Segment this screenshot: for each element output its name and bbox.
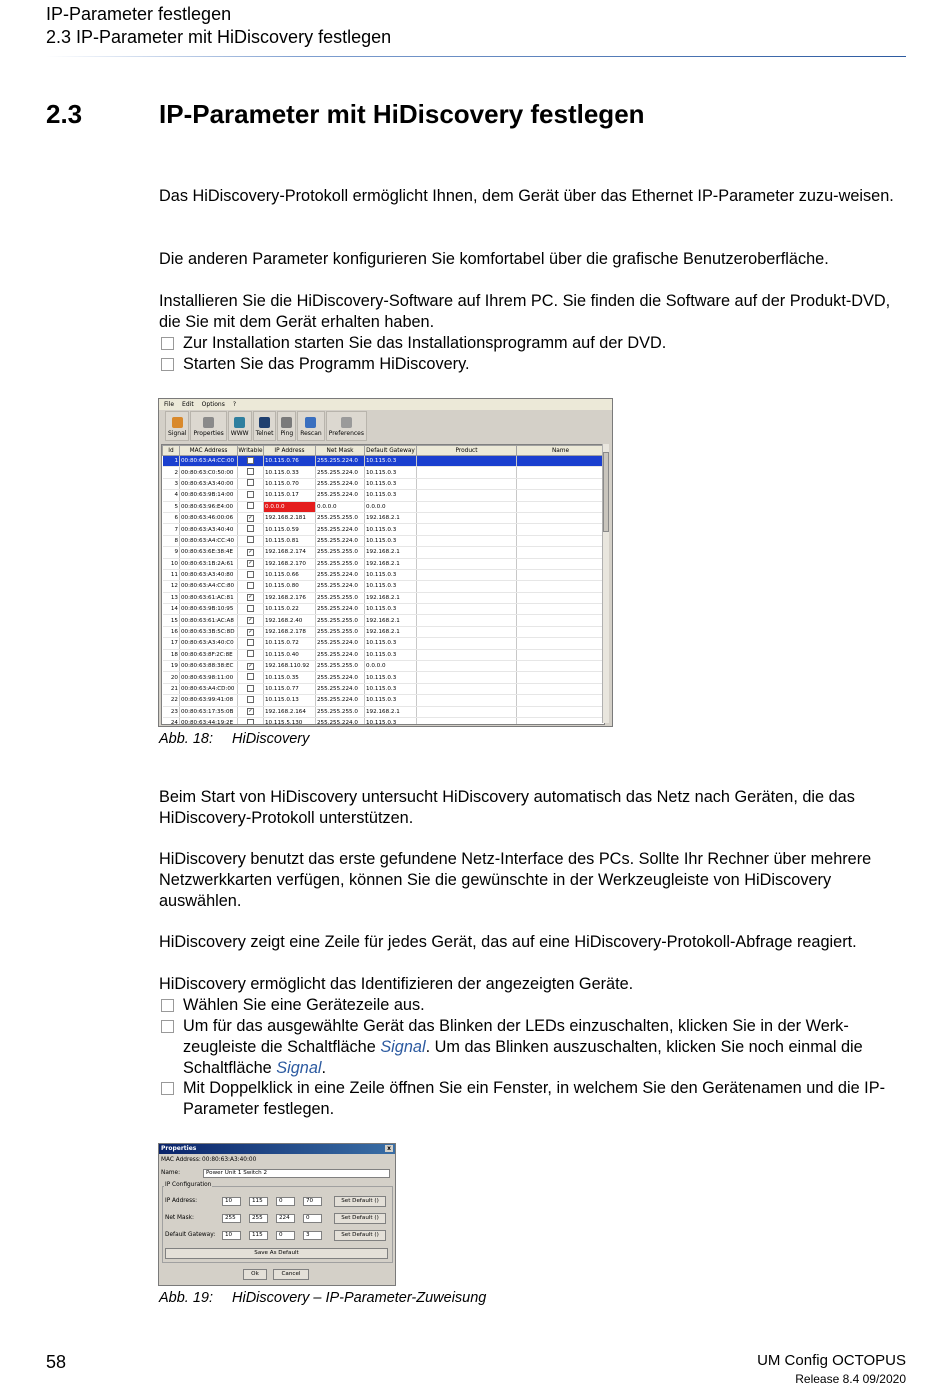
mask-octet-field[interactable]: 255 — [249, 1214, 268, 1223]
writable-checkbox[interactable] — [247, 479, 254, 486]
paragraph: HiDiscovery zeigt eine Zeile für jedes Gerät, das auf eine HiDiscovery-Protokoll-Abfrage reagiert. — [159, 933, 857, 951]
ip-octet-field[interactable]: 115 — [249, 1197, 268, 1206]
telnet-icon — [259, 417, 270, 428]
table-row[interactable]: 1 00:80:63:A4:CC:00 10.115.0.76 255.255.224.0 10.115.0.3 — [163, 456, 605, 467]
signal-icon — [172, 417, 183, 428]
writable-checkbox[interactable] — [247, 536, 254, 543]
writable-checkbox[interactable]: ✓ — [248, 548, 253, 555]
writable-checkbox[interactable] — [247, 468, 254, 475]
menu-item[interactable]: Options — [201, 401, 225, 408]
writable-checkbox[interactable] — [247, 491, 254, 498]
writable-checkbox[interactable] — [247, 650, 254, 657]
ok-button[interactable]: Ok — [243, 1269, 267, 1280]
table-row[interactable]: 4 00:80:63:9B:14:00 10.115.0.17 255.255.224.0 10.115.0.3 — [163, 490, 605, 501]
preferences-button[interactable]: Preferences — [326, 411, 367, 441]
signal-reference: Signal — [276, 1059, 322, 1077]
table-row[interactable]: 17 00:80:63:A3:40:C0 10.115.0.72 255.255.224.0 10.115.0.3 — [163, 638, 605, 649]
writable-checkbox[interactable] — [247, 457, 254, 464]
writable-checkbox[interactable]: ✓ — [248, 617, 253, 624]
checkbox-bullet-icon — [161, 337, 174, 350]
writable-checkbox[interactable]: ✓ — [248, 560, 253, 567]
table-row[interactable]: 23 00:80:63:17:35:0B ✓ 192.168.2.164 255.255.255.0 192.168.2.1 — [163, 706, 605, 717]
table-row[interactable]: 22 00:80:63:99:41:08 10.115.0.13 255.255.224.0 10.115.0.3 — [163, 695, 605, 706]
column-header[interactable]: Default Gateway — [366, 447, 415, 454]
ip-octet-field[interactable]: 70 — [303, 1197, 322, 1206]
running-header-section: 2.3 IP-Parameter mit HiDiscovery festlegen — [46, 27, 392, 47]
name-field[interactable]: Power Unit 1 Switch 2 — [203, 1169, 390, 1178]
writable-checkbox[interactable]: ✓ — [248, 628, 253, 635]
running-header-chapter: IP-Parameter festlegen — [46, 4, 232, 24]
writable-checkbox[interactable] — [247, 719, 254, 725]
checkbox-bullet-icon — [161, 1020, 174, 1033]
table-row[interactable]: 10 00:80:63:1B:2A:61 ✓ 192.168.2.170 255.255.255.0 192.168.2.1 — [163, 558, 605, 569]
table-row[interactable]: 6 00:80:63:46:00:06 ✓ 192.168.2.181 255.255.255.0 192.168.2.1 — [163, 512, 605, 523]
writable-checkbox[interactable]: ✓ — [248, 594, 253, 601]
table-row[interactable]: 12 00:80:63:A4:CC:80 10.115.0.80 255.255.224.0 10.115.0.3 — [163, 581, 605, 592]
www-icon — [234, 417, 245, 428]
menu-bar — [159, 399, 612, 410]
table-row[interactable]: 8 00:80:63:A4:CC:40 10.115.0.81 255.255.224.0 10.115.0.3 — [163, 535, 605, 546]
mask-octet-field[interactable]: 224 — [276, 1214, 295, 1223]
signal-reference: Signal — [380, 1038, 426, 1056]
column-header[interactable]: IP Address — [264, 446, 316, 456]
properties-dialog-screenshot — [158, 1143, 396, 1286]
list-item: Um für das ausgewählte Gerät das Blinken der LEDs einzuschalten, klicken Sie in der Werk-zeugleiste die Schaltfläche Signal. Um das Blinken auszuschalten, klicken Sie noch einmal die Schaltfläche Signal. — [159, 1016, 904, 1079]
name-label: Name: — [161, 1170, 181, 1176]
table-row[interactable]: 11 00:80:63:A3:40:80 10.115.0.66 255.255.224.0 10.115.0.3 — [163, 569, 605, 580]
writable-checkbox[interactable] — [247, 685, 254, 692]
writable-checkbox[interactable] — [247, 696, 254, 703]
table-row[interactable]: 18 00:80:63:8F:2C:8E 10.115.0.40 255.255.224.0 10.115.0.3 — [163, 649, 605, 660]
column-header[interactable]: Name — [517, 446, 605, 456]
preferences-icon — [341, 417, 352, 428]
list-item: Mit Doppelklick in eine Zeile öffnen Sie ein Fenster, in welchem Sie den Gerätenamen und die IP-Parameter festlegen. — [159, 1078, 904, 1120]
column-header[interactable]: Net Mask — [316, 446, 365, 456]
checkbox-bullet-icon — [161, 358, 174, 371]
rescan-icon — [305, 417, 316, 428]
www-button[interactable]: WWW — [228, 411, 252, 441]
ip-octet-field[interactable]: 0 — [276, 1197, 295, 1206]
writable-checkbox[interactable] — [247, 605, 254, 612]
paragraph: Beim Start von HiDiscovery untersucht HiDiscovery automatisch das Netz nach Geräten, die das HiDiscovery-Protokoll unterstützen. — [159, 788, 855, 827]
ip-octet-field[interactable]: 10 — [222, 1197, 241, 1206]
section-title: IP-Parameter mit HiDiscovery festlegen — [159, 99, 645, 129]
table-row[interactable]: 13 00:80:63:61:AC:81 ✓ 192.168.2.176 255.255.255.0 192.168.2.1 — [163, 592, 605, 603]
properties-button[interactable]: Properties — [190, 411, 226, 441]
mask-label: Net Mask: — [165, 1215, 194, 1221]
scrollbar[interactable] — [602, 444, 609, 723]
menu-item[interactable]: Edit — [182, 401, 194, 408]
writable-checkbox[interactable] — [247, 502, 254, 509]
signal-button[interactable]: Signal — [165, 411, 189, 441]
table-row[interactable]: 14 00:80:63:9B:10:95 10.115.0.22 255.255.224.0 10.115.0.3 — [163, 604, 605, 615]
set-default-ip-button[interactable]: Set Default () — [334, 1196, 386, 1207]
writable-checkbox[interactable]: ✓ — [248, 662, 253, 669]
device-table — [161, 444, 605, 725]
properties-icon — [203, 417, 214, 428]
table-row[interactable]: 7 00:80:63:A3:40:40 10.115.0.59 255.255.224.0 10.115.0.3 — [163, 524, 605, 535]
table-row[interactable]: 21 00:80:63:A4:CD:00 10.115.0.77 255.255.224.0 10.115.0.3 — [163, 683, 605, 694]
writable-checkbox[interactable] — [247, 525, 254, 532]
writable-checkbox[interactable]: ✓ — [248, 514, 253, 521]
paragraph: HiDiscovery ermöglicht das Identifizieren der angezeigten Geräte. — [159, 975, 634, 993]
table-row[interactable]: 2 00:80:63:C0:50:00 10.115.0.33 255.255.224.0 10.115.0.3 — [163, 467, 605, 478]
table-row[interactable]: 5 00:80:63:96:E4:00 0.0.0.0 0.0.0.0 0.0.0.0 — [163, 501, 605, 512]
checkbox-bullet-icon — [161, 1082, 174, 1095]
dialog-titlebar: Properties x — [159, 1144, 395, 1154]
paragraph: Das HiDiscovery-Protokoll ermöglicht Ihnen, dem Gerät über das Ethernet IP-Parameter zuzu-weisen. — [159, 187, 894, 205]
writable-checkbox[interactable]: ✓ — [248, 708, 253, 715]
writable-checkbox[interactable] — [247, 571, 254, 578]
checkbox-bullet-icon — [161, 999, 174, 1012]
writable-checkbox[interactable] — [247, 582, 254, 589]
menu-item[interactable]: ? — [232, 401, 237, 408]
gateway-octet-field[interactable]: 115 — [249, 1231, 268, 1240]
ping-button[interactable]: Ping — [277, 411, 296, 441]
mask-octet-field[interactable]: 255 — [222, 1214, 241, 1223]
table-row[interactable]: 19 00:80:63:88:38:EC ✓ 192.168.110.92 255.255.255.0 0.0.0.0 — [163, 661, 605, 672]
column-header[interactable]: Id — [163, 446, 180, 456]
mac-label: MAC Address: — [161, 1157, 201, 1163]
close-icon[interactable]: x — [385, 1145, 393, 1152]
mac-value: 00:80:63:A3:40:00 — [202, 1157, 257, 1163]
header-rule — [46, 56, 906, 57]
table-row[interactable]: 3 00:80:63:A3:40:00 10.115.0.70 255.255.224.0 10.115.0.3 — [163, 478, 605, 489]
save-as-default-button[interactable]: Save As Default — [165, 1248, 388, 1259]
column-header[interactable]: MAC Address — [180, 446, 238, 456]
writable-checkbox[interactable] — [247, 673, 254, 680]
section-number: 2.3 — [46, 99, 83, 129]
hidiscovery-screenshot — [158, 398, 613, 727]
figure-caption: Abb. 18: HiDiscovery — [159, 731, 310, 747]
mask-octet-field[interactable]: 0 — [303, 1214, 322, 1223]
gateway-label: Default Gateway: — [165, 1232, 216, 1238]
list-item: Zur Installation starten Sie das Installationsprogramm auf der DVD. — [159, 333, 904, 354]
column-header[interactable]: Product — [417, 446, 517, 456]
gateway-octet-field[interactable]: 3 — [303, 1231, 322, 1240]
figure-caption: Abb. 19: HiDiscovery – IP-Parameter-Zuweisung — [159, 1290, 487, 1306]
gateway-octet-field[interactable]: 0 — [276, 1231, 295, 1240]
table-row[interactable]: 15 00:80:63:61:AC:A8 ✓ 192.168.2.40 255.255.255.0 192.168.2.1 — [163, 615, 605, 626]
scrollbar-thumb[interactable] — [603, 452, 609, 532]
table-row[interactable]: 20 00:80:63:98:11:00 10.115.0.35 255.255.224.0 10.115.0.3 — [163, 672, 605, 683]
toolbar — [159, 411, 612, 441]
ping-icon — [281, 417, 292, 428]
document-title: UM Config OCTOPUS — [757, 1352, 906, 1369]
page-number: 58 — [46, 1352, 67, 1372]
gateway-octet-field[interactable]: 10 — [222, 1231, 241, 1240]
paragraph: Installieren Sie die HiDiscovery-Software auf Ihrem PC. Sie finden die Software auf der Produkt-DVD, die Sie mit dem Gerät erhalten haben. — [159, 292, 891, 331]
ip-label: IP Address: — [165, 1198, 198, 1204]
telnet-button[interactable]: Telnet — [253, 411, 277, 441]
writable-checkbox[interactable] — [247, 639, 254, 646]
list-item: Wählen Sie eine Gerätezeile aus. — [159, 995, 904, 1016]
group-label: IP Configuration — [165, 1182, 212, 1188]
cancel-button[interactable]: Cancel — [273, 1269, 309, 1280]
paragraph: HiDiscovery benutzt das erste gefundene Netz-Interface des PCs. Sollte Ihr Rechner über mehrere Netzwerkkarten verfügen, können Sie die gewünschte in der Werkzeugleiste von HiDiscovery auswählen. — [159, 850, 872, 910]
table-row[interactable]: 9 00:80:63:6E:38:4E ✓ 192.168.2.174 255.255.255.0 192.168.2.1 — [163, 547, 605, 558]
menu-item[interactable]: File — [164, 401, 175, 408]
table-row[interactable]: 16 00:80:63:3B:5C:8D ✓ 192.168.2.178 255.255.255.0 192.168.2.1 — [163, 626, 605, 637]
paragraph: Die anderen Parameter konfigurieren Sie komfortabel über die grafische Benutzeroberfläche. — [159, 250, 829, 268]
release-info: Release 8.4 09/2020 — [795, 1372, 906, 1386]
table-row[interactable]: 24 00:80:63:44:19:2E 10.115.5.130 255.255.224.0 10.115.0.3 — [163, 717, 605, 725]
rescan-button[interactable]: Rescan — [297, 411, 325, 441]
set-default-mask-button[interactable]: Set Default () — [334, 1213, 386, 1224]
column-header[interactable]: Writable — [238, 447, 263, 454]
set-default-gateway-button[interactable]: Set Default () — [334, 1230, 386, 1241]
list-item: Starten Sie das Programm HiDiscovery. — [159, 354, 904, 375]
